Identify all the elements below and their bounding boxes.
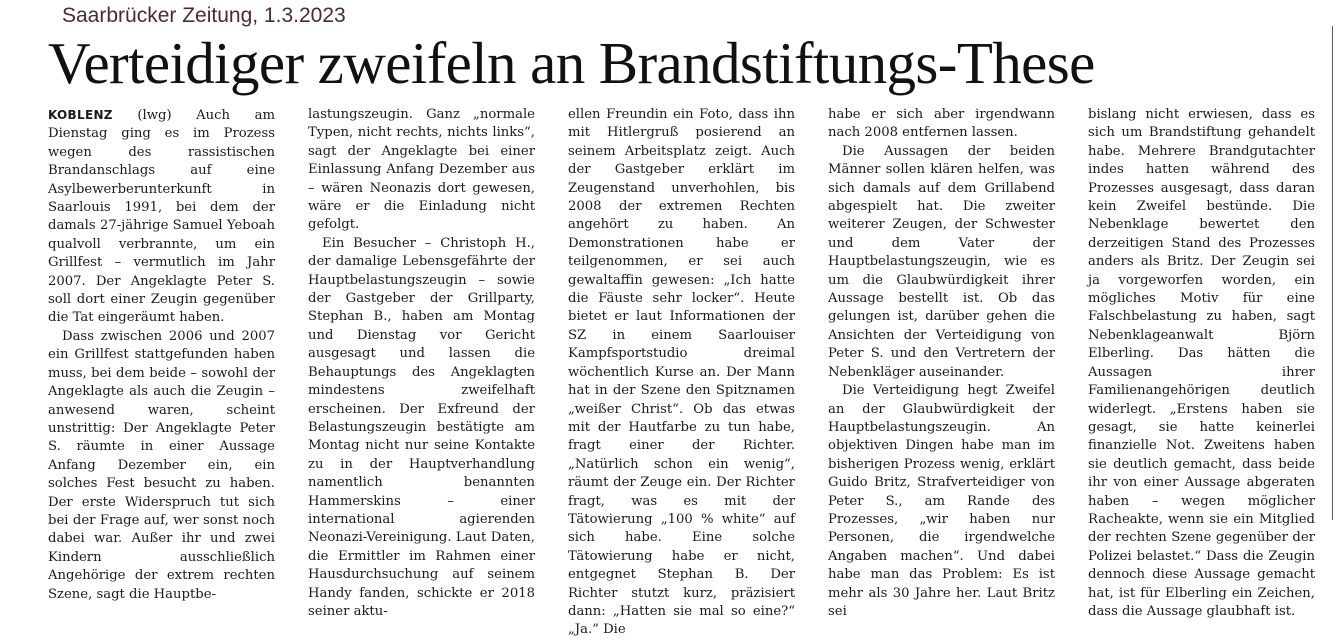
article-column-4 [828,106,1055,621]
paragraph: Dass zwischen 2006 und 2007 ein Grillfest stattgefunden haben muss, bei dem beide – sowohl der Angeklagte als auch die Zeugin – anwesend waren, scheint unstrittig: Der Angeklagte Peter S. räumte in einer Aussage Anfang Dezember ein, ein solches Fest besucht zu haben. Der erste Widerspruch tut sich bei der Frage auf, wer sonst noch dabei war. Außer ihr und zwei Kindern ausschließlich Angehörige der extrem rechten Szene, sagt die Hauptbe- [48,328,275,602]
paragraph: habe er sich aber irgendwann nach 2008 entfernen lassen. [828,107,1055,141]
article-column-5 [1088,106,1315,621]
paragraph: Die Verteidigung hegt Zweifel an der Glaubwürdigkeit der Hauptbelastungszeugin. An objektiven Dingen habe man im bisherigen Prozess wenig, erklärt Guido Britz, Strafverteidiger von Peter S., am Rande des Prozesses, „wir haben nur Personen, die irgendwelche Angaben machen“. Und dabei habe man das Problem: Es ist mehr als 30 Jahre her. Laut Britz sei [828,383,1055,619]
paragraph: lastungszeugin. Ganz „normale Typen, nicht rechts, nichts links“, sagt der Angeklagte bei einer Einlassung Anfang Dezember aus – wären Neonazis dort gewesen, wäre er die Einladung nicht gefolgt. [308,107,535,233]
paragraph [48,106,275,328]
article-column-3 [568,106,795,640]
article-column-1 [48,106,275,604]
paragraph: Ein Besucher – Christoph H., der damalige Lebensgefährte der Hauptbelastungszeugin – sowie der Gastgeber der Grillparty, Stephan B., haben am Montag und Dienstag vor Gericht ausgesagt und lassen die Behauptungs des Angeklagten mindestens zweifelhaft erscheinen. Der Exfreund der Belastungszeugin bestätigte am Montag nicht nur seine Kontakte zu in der Hauptverhandlung namentlich benannten Hammerskins – einer international agierenden Neonazi-Vereinigung. Laut Daten, die Ermittler im Rahmen einer Hausdurchsuchung auf seinem Handy fanden, schickte er 2018 seiner aktu- [308,235,535,619]
newspaper-source: Saarbrücker Zeitung, 1.3.2023 [62,4,346,27]
paragraph: ellen Freundin ein Foto, dass ihn mit Hitlergruß posierend an seinem Arbeitsplatz zeigt. Auch der Gastgeber erklärt im Zeugenstand unverhohlen, bis 2008 der extremen Rechten angehört zu haben. An Demonstrationen habe er teilgenommen, er sei auch gewaltaffin gewesen: „Ich hatte die Fäuste sehr locker“. Heute bietet er laut Informationen der SZ in einem Saarlouiser Kampfsportstudio dreimal wöchentlich Kurse an. Der Mann hat in der Szene den Spitznamen „weißer Christ“. Ob das etwas mit der Hautfarbe zu tun habe, fragt einer der Richter. „Natürlich schon ein wenig“, räumt der Zeuge ein. Der Richter fragt, was es mit der Tätowierung „100 % white“ auf sich habe. Eine solche Tätowierung habe er nicht, entgegnet Stephan B. Der Richter stutzt kurz, präzisiert dann: „Hatten sie mal so eine?“ „Ja.“ Die [568,107,795,638]
column-divider [1332,26,1333,520]
article-column-2 [308,106,535,621]
paragraph: Die Aussagen der beiden Männer sollen klären helfen, was sich damals auf dem Grillabend abgespielt hat. Die zweiter weiterer Zeugen, der Schwester und dem Vater der Hauptbelastungszeugin, wie es um die Glaubwürdigkeit ihrer Aussage bestellt ist. Ob das gelungen ist, darüber gehen die Ansichten der Verteidigung von Peter S. und den Vertretern der Nebenkläger auseinander. [828,143,1055,380]
paragraph-text: (lwg) Auch am Dienstag ging es im Prozess wegen des rassistischen Brandanschlags auf eine Asylbewerberunterkunft in Saarlouis 1991, bei dem der damals 27-jährige Samuel Yeboah qualvoll verbrannte, um ein Grillfest – vermutlich im Jahr 2007. Der Angeklagte Peter S. soll dort einer Zeugin gegenüber die Tat eingeräumt haben. [48,108,275,326]
dateline: KOBLENZ [48,108,113,122]
headline: Verteidiger zweifeln an Brandstiftungs-These [48,30,1095,96]
paragraph: bislang nicht erwiesen, dass es sich um Brandstiftung gehandelt habe. Mehrere Brandgutachter indes hatten während des Prozesses ausgesagt, dass daran kein Zweifel bestünde. Die Nebenklage bewertet den derzeitigen Stand des Prozesses anders als Britz. Der Zeugin sei ja vorgeworfen worden, ein mögliches Motiv für eine Falschbelastung zu haben, sagt Nebenklageanwalt Björn Elberling. Das hätten die Aussagen ihrer Familienangehörigen deutlich widerlegt. „Erstens haben sie gesagt, sie hatte keinerlei finanzielle Not. Zweitens haben sie deutlich gemacht, dass beide ihr von einer Aussage abgeraten haben – wegen möglicher Racheakte, wenn sie ein Mitglied der rechten Szene gegenüber der Polizei belastet.“ Dass die Zeugin dennoch diese Aussage gemacht hat, ist für Elberling ein Zeichen, dass die Aussage glaubhaft ist. [1088,107,1315,619]
